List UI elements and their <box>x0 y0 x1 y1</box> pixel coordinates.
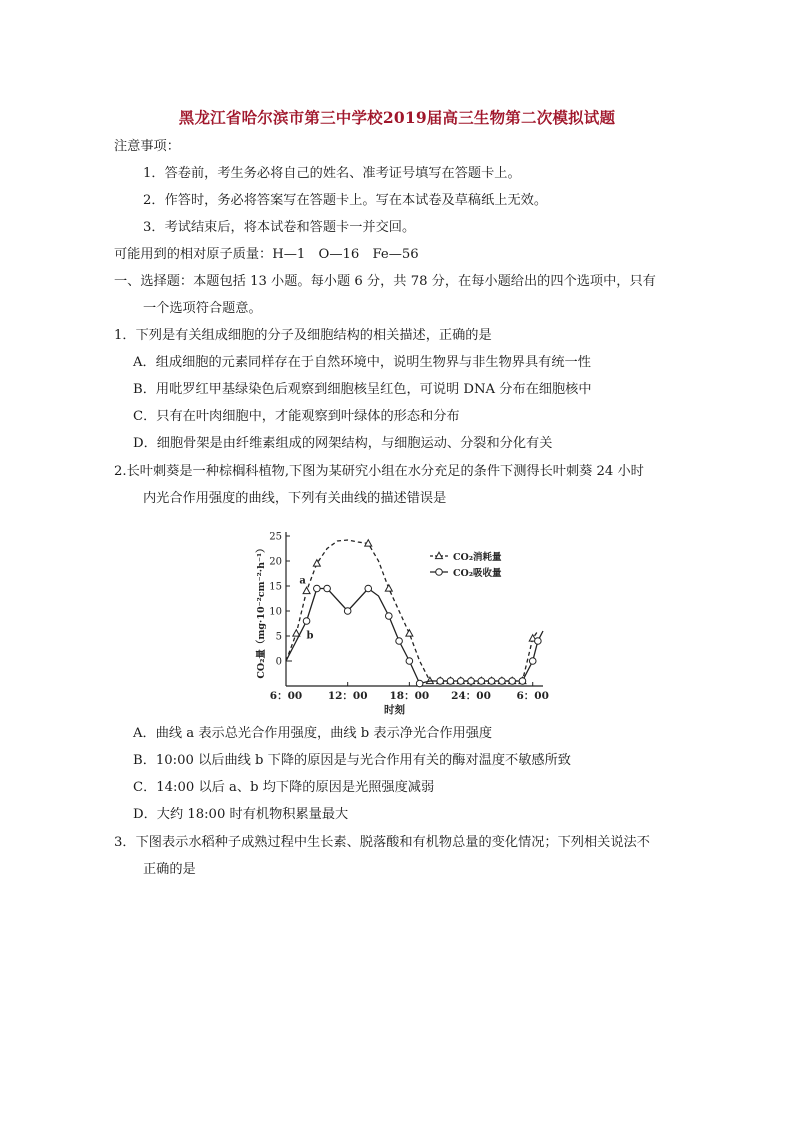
x-tick-label: 18：00 <box>389 690 430 702</box>
data-point-circle <box>324 585 331 592</box>
data-point-circle <box>344 608 351 615</box>
section-heading-line-1: 一、选择题：本题包括 13 小题。每小题 6 分，共 78 分，在每小题给出的四个选项中，只有 <box>114 274 656 289</box>
y-tick-label: 20 <box>269 556 282 568</box>
notice-item-3: 3．考试结束后，将本试卷和答题卡一并交回。 <box>143 220 416 235</box>
question-2-option-c: C．14:00 以后 a、b 均下降的原因是光照强度减弱 <box>133 780 435 795</box>
question-2-option-d: D．大约 18:00 时有机物积累量最大 <box>133 807 349 822</box>
y-axis-label: CO₂量（mg·10⁻²cm⁻²·h⁻¹） <box>256 543 267 679</box>
data-point-circle <box>535 638 542 645</box>
exam-title: 黑龙江省哈尔滨市第三中学校2019届高三生物第二次模拟试题 <box>178 108 616 127</box>
data-point-circle <box>437 678 444 685</box>
question-1-option-a: A．组成细胞的元素同样存在于自然环境中，说明生物界与非生物界具有统一性 <box>133 355 591 370</box>
notice-item-2: 2．作答时，务必将答案写在答题卡上。写在本试卷及草稿纸上无效。 <box>143 193 548 208</box>
legend-label-absorption: CO₂吸收量 <box>453 568 502 579</box>
question-1-option-c: C．只有在叶肉细胞中，才能观察到叶绿体的形态和分布 <box>133 409 460 424</box>
question-1-stem: 1．下列是有关组成细胞的分子及细胞结构的相关描述，正确的是 <box>114 328 492 343</box>
data-point-circle <box>314 585 321 592</box>
data-point-circle <box>499 678 506 685</box>
data-point-circle <box>509 678 516 685</box>
data-point-circle <box>406 658 413 665</box>
x-tick-label: 6：00 <box>516 690 549 702</box>
question-2-stem-line-1: 2.长叶刺葵是一种棕榈科植物,下图为某研究小组在水分充足的条件下测得长叶刺葵 24 小时 <box>114 464 644 479</box>
data-point-triangle <box>406 630 413 636</box>
x-axis-label: 时刻 <box>384 704 405 716</box>
y-tick-label: 0 <box>275 656 282 668</box>
data-point-circle <box>488 678 495 685</box>
data-point-circle <box>529 658 536 665</box>
data-point-circle <box>303 618 310 625</box>
series-line-b <box>286 589 543 684</box>
atomic-mass-line: 可能用到的相对原子质量：H—1 O—16 Fe—56 <box>114 247 419 262</box>
question-2-stem-line-2: 内光合作用强度的曲线，下列有关曲线的描述错误是 <box>143 491 447 506</box>
curve-label-a: a <box>299 575 306 587</box>
y-tick-label: 25 <box>269 531 282 543</box>
question-1-option-b: B．用吡罗红甲基绿染色后观察到细胞核呈红色，可说明 DNA 分布在细胞核中 <box>133 382 592 397</box>
question-3-stem-line-1: 3．下图表示水稻种子成熟过程中生长素、脱落酸和有机物总量的变化情况；下列相关说法不 <box>114 835 650 850</box>
question-3-stem-line-2: 正确的是 <box>143 862 196 877</box>
x-tick-label: 6：00 <box>269 690 303 702</box>
legend-label-consumption: CO₂消耗量 <box>453 552 502 563</box>
data-point-triangle <box>385 585 392 591</box>
question-2-option-a: A．曲线 a 表示总光合作用强度，曲线 b 表示净光合作用强度 <box>133 726 493 741</box>
x-tick-label: 24：00 <box>451 690 491 702</box>
notice-heading: 注意事项： <box>114 139 180 154</box>
data-point-circle <box>365 585 372 592</box>
data-point-circle <box>386 613 393 620</box>
data-point-circle <box>396 638 403 645</box>
data-point-circle <box>519 678 526 685</box>
data-point-circle <box>468 678 475 685</box>
data-point-triangle <box>303 587 310 593</box>
data-point-circle <box>447 678 454 685</box>
legend-marker-circle <box>436 569 443 576</box>
notice-item-1: 1．答卷前，考生务必将自己的姓名、准考证号填写在答题卡上。 <box>143 166 521 181</box>
question-1-option-d: D．细胞骨架是由纤维素组成的网架结构，与细胞运动、分裂和分化有关 <box>133 436 553 451</box>
data-point-circle <box>478 678 485 685</box>
co2-chart <box>250 528 550 718</box>
y-tick-label: 10 <box>269 606 282 618</box>
data-point-circle <box>416 680 423 687</box>
curve-label-b: b <box>306 630 314 642</box>
question-2-option-b: B．10:00 以后曲线 b 下降的原因是与光合作用有关的酶对温度不敏感所致 <box>133 753 571 768</box>
y-tick-label: 15 <box>269 581 282 593</box>
y-tick-label: 5 <box>275 631 282 643</box>
data-point-circle <box>457 678 464 685</box>
x-tick-label: 12：00 <box>327 690 368 702</box>
section-heading-line-2: 一个选项符合题意。 <box>143 301 262 316</box>
